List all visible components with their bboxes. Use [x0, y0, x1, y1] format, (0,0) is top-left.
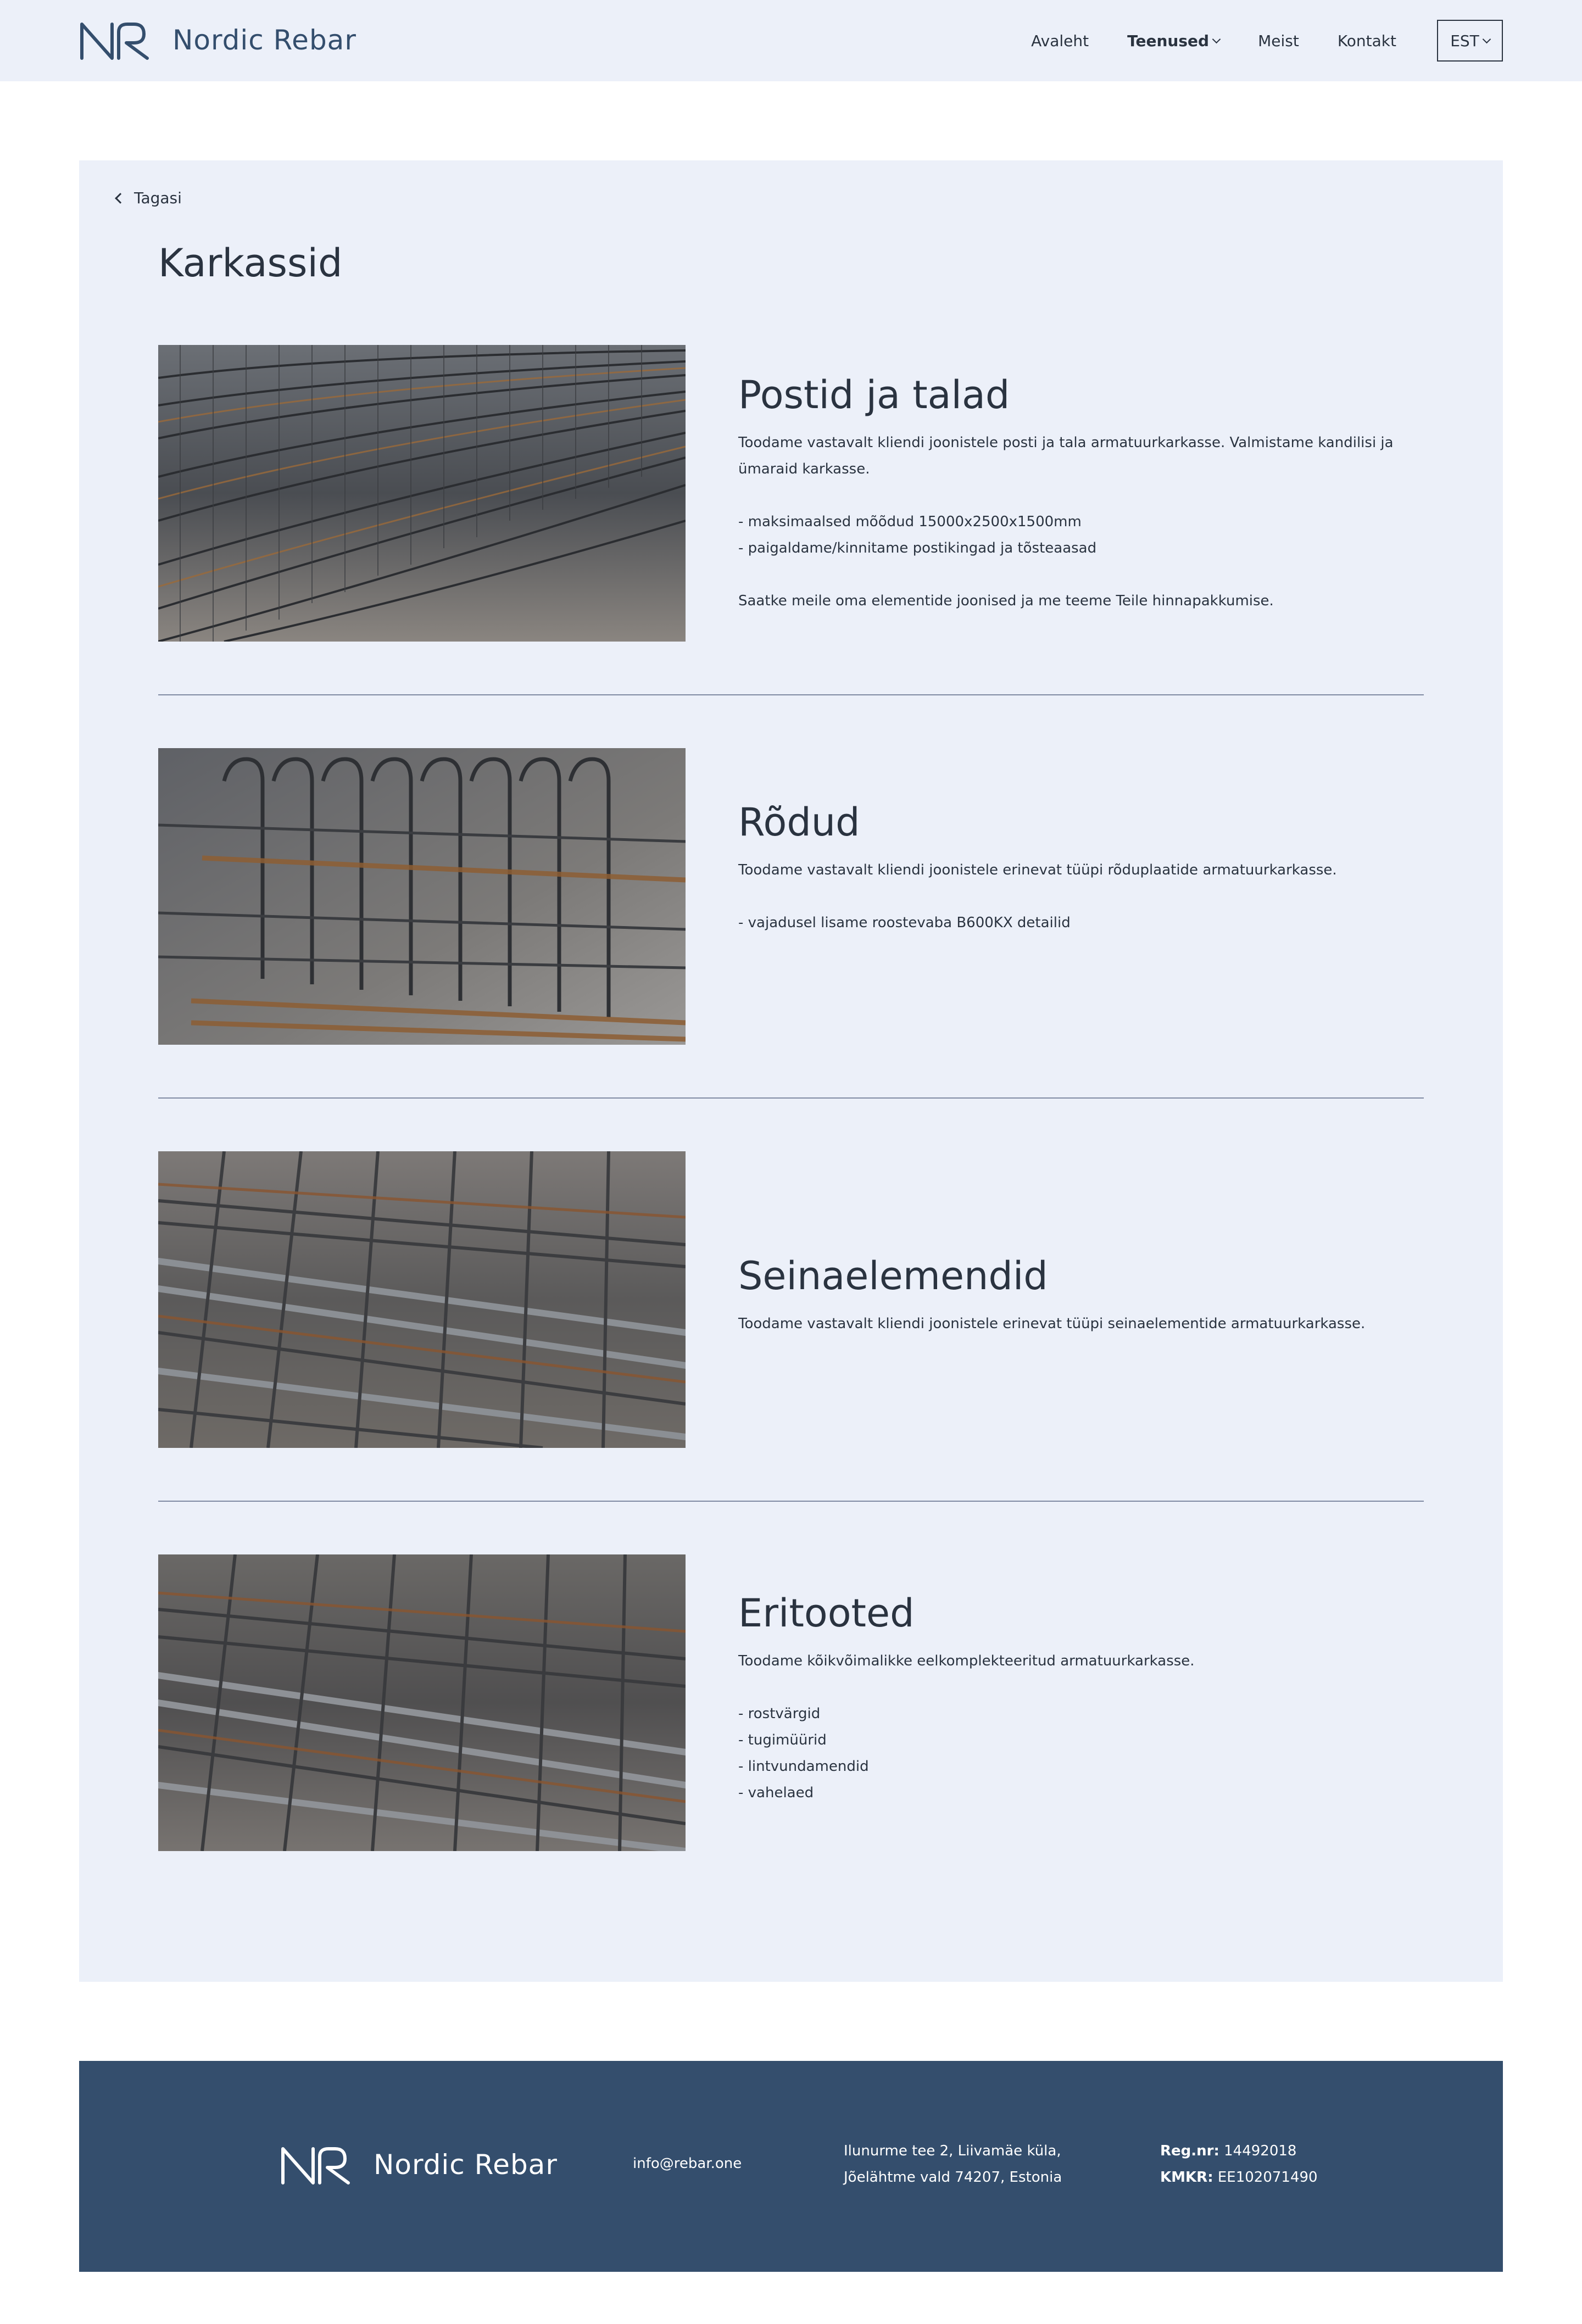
feature-line: - lintvundamendid — [738, 1758, 869, 1775]
feature-line: - vajadusel lisame roostevaba B600KX detailid — [738, 915, 1071, 931]
description-line: Toodame vastavalt kliendi joonistele posti ja tala armatuurkarkasse. Valmistame kandilisi ja ümaraid karkasse. — [738, 434, 1394, 477]
nav-item-meist[interactable]: Meist — [1258, 31, 1299, 50]
product-image — [158, 345, 686, 642]
product-image — [158, 1151, 686, 1448]
product-text — [738, 1591, 1424, 1806]
back-link[interactable] — [116, 189, 182, 207]
product-item — [158, 1554, 1424, 1851]
product-description — [738, 1311, 1424, 1337]
product-item — [158, 345, 1424, 642]
feature-line: - paigaldame/kinnitame postikingad ja tõsteaasad — [738, 540, 1097, 556]
language-selector[interactable] — [1437, 20, 1503, 62]
nav-item-avaleht[interactable]: Avaleht — [1031, 31, 1089, 50]
product-item — [158, 1151, 1424, 1448]
chevron-left-icon — [115, 193, 126, 204]
back-label: Tagasi — [134, 189, 182, 207]
description-line: Saatke meile oma elementide joonised ja me teeme Teile hinnapakkumise. — [738, 593, 1274, 609]
nr-logo-icon — [79, 20, 151, 60]
feature-line: - maksimaalsed mõõdud 15000x2500x1500mm — [738, 514, 1082, 530]
footer-email-link[interactable]: info@rebar.one — [633, 2155, 742, 2172]
product-title: Postid ja talad — [738, 372, 1010, 417]
divider — [158, 1097, 1424, 1099]
product-title: Eritooted — [738, 1591, 915, 1636]
feature-line: - vahelaed — [738, 1785, 814, 1801]
brand-name: Nordic Rebar — [172, 24, 356, 56]
chevron-down-icon — [1212, 35, 1221, 43]
page-title: Karkassid — [158, 241, 343, 286]
product-description — [738, 430, 1424, 482]
kmkr-label: KMKR: — [1160, 2169, 1213, 2186]
nr-logo-icon — [280, 2144, 352, 2185]
chevron-down-icon — [1483, 35, 1491, 43]
reg-value: 14492018 — [1224, 2143, 1297, 2159]
content-panel — [79, 160, 1503, 1982]
brand-logo[interactable] — [79, 20, 356, 60]
divider — [158, 1501, 1424, 1502]
feature-line: - rostvärgid — [738, 1706, 821, 1722]
divider — [158, 694, 1424, 695]
address-line: Jõelähtme vald 74207, Estonia — [844, 2169, 1062, 2186]
footer-brand-name: Nordic Rebar — [374, 2149, 558, 2181]
description-line: Toodame vastavalt kliendi joonistele erinevat tüüpi rõduplaatide armatuurkarkasse. — [738, 862, 1337, 878]
description-line: Toodame vastavalt kliendi joonistele erinevat tüüpi seinaelementide armatuurkarkasse. — [738, 1316, 1366, 1332]
product-item — [158, 748, 1424, 1045]
product-title: Seinaelemendid — [738, 1253, 1048, 1298]
feature-line: - tugimüürid — [738, 1732, 827, 1748]
product-description — [738, 1648, 1424, 1674]
nav-item-teenused[interactable] — [1127, 32, 1219, 50]
product-title: Rõdud — [738, 800, 860, 845]
product-features — [738, 910, 1424, 936]
site-header — [0, 0, 1582, 81]
product-image — [158, 1554, 686, 1851]
product-cta-text — [738, 588, 1424, 614]
reg-label: Reg.nr: — [1160, 2143, 1219, 2159]
main-nav — [993, 20, 1503, 62]
language-label: EST — [1450, 31, 1479, 50]
site-footer — [79, 2061, 1503, 2272]
footer-address — [844, 2138, 1062, 2191]
product-text — [738, 372, 1424, 614]
product-text — [738, 1253, 1424, 1337]
address-line: Ilunurme tee 2, Liivamäe küla, — [844, 2143, 1061, 2159]
product-features — [738, 1701, 1424, 1806]
product-image — [158, 748, 686, 1045]
footer-company-info — [1160, 2138, 1318, 2191]
product-description — [738, 857, 1424, 883]
kmkr-value: EE102071490 — [1217, 2169, 1318, 2186]
nav-item-label: Teenused — [1127, 31, 1210, 50]
nav-item-kontakt[interactable]: Kontakt — [1337, 31, 1396, 50]
description-line: Toodame kõikvõimalikke eelkomplekteeritud armatuurkarkasse. — [738, 1653, 1195, 1669]
product-features — [738, 509, 1424, 561]
footer-logo[interactable] — [280, 2144, 558, 2185]
product-text — [738, 800, 1424, 936]
